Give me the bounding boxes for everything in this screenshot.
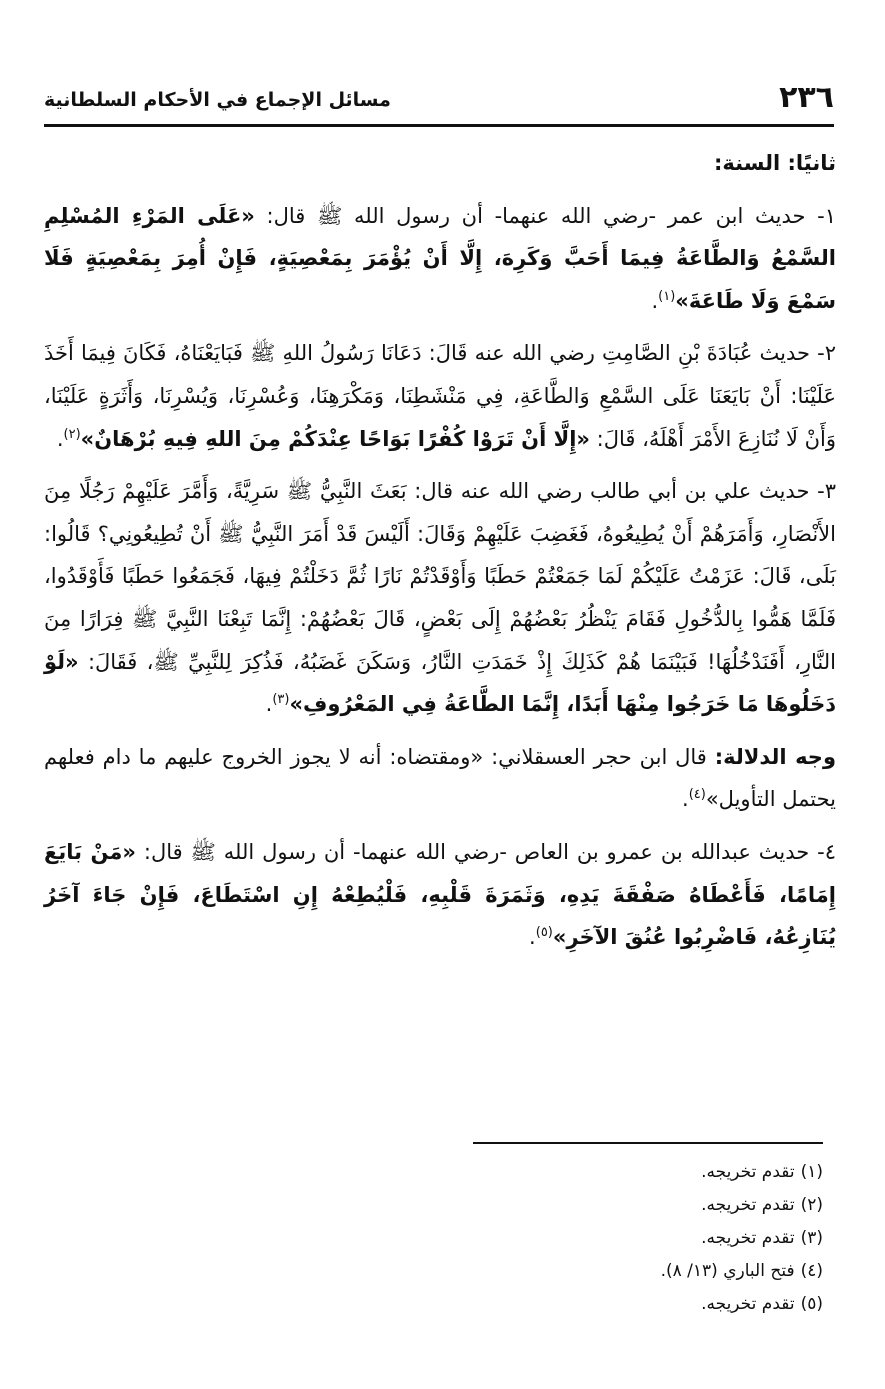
hadith-quote: «لَوْ دَخَلُوهَا مَا خَرَجُوا مِنْهَا أَبَدًا، إِنَّمَا الطَّاعَةُ فِي المَعْرُوفِ»	[44, 649, 836, 717]
hadith-paragraph-1	[44, 195, 836, 323]
footnote-number: (٣)	[800, 1228, 823, 1248]
footnote-text: تقدم تخريجه.	[701, 1195, 795, 1215]
section-heading: ثانيًا: السنة:	[714, 151, 836, 175]
footnote-reference: (٤)	[688, 787, 706, 803]
evidence-paragraph	[44, 736, 836, 821]
page-header	[44, 78, 834, 127]
hadith-quote: «مَنْ بَايَعَ إِمَامًا، فَأَعْطَاهُ صَفْقَةَ يَدِهِ، وَثَمَرَةَ قَلْبِهِ، فَلْيُطِعْهُ إِنِ اسْتَطَاعَ، فَإِنْ جَاءَ آخَرُ يُنَازِعُهُ، فَاضْرِبُوا عُنُقَ الآخَرِ»	[44, 839, 836, 950]
paragraph-intro: ٢- حديث عُبَادَةَ بْنِ الصَّامِتِ رضي الله عنه قَالَ: دَعَانَا رَسُولُ اللهِ ﷺ فَبَايَعْنَاهُ، فَكَانَ فِيمَا أَخَذَ عَلَيْنَا: أَنْ بَايَعَنَا عَلَى السَّمْعِ وَالطَّاعَةِ، فِي مَنْشَطِنَا، وَمَكْرَهِنَا، وَعُسْرِنَا، وَيُسْرِنَا، وَأَثَرَةٍ عَلَيْنَا، وَأَنْ لَا نُنَازِعَ الأَمْرَ أَهْلَهُ، قَالَ:	[44, 341, 836, 451]
footnote-item	[63, 1255, 823, 1288]
footnote-reference: (٥)	[535, 925, 553, 941]
footnote-divider	[473, 1142, 823, 1144]
evidence-label: وجه الدلالة:	[714, 744, 836, 769]
hadith-paragraph-3	[44, 470, 836, 726]
paragraph-end: .	[56, 426, 64, 451]
footnote-item	[63, 1288, 823, 1321]
paragraph-end: .	[265, 692, 273, 717]
hadith-quote: «عَلَى المَرْءِ المُسْلِمِ السَّمْعُ وَالطَّاعَةُ فِيمَا أَحَبَّ وَكَرِهَ، إِلَّا أَنْ يُؤْمَرَ بِمَعْصِيَةٍ، فَإِنْ أُمِرَ بِمَعْصِيَةٍ فَلَا سَمْعَ وَلَا طَاعَةَ»	[44, 203, 836, 313]
footnote-reference: (٢)	[63, 426, 81, 442]
paragraph-end: .	[651, 288, 659, 313]
footnote-text: تقدم تخريجه.	[701, 1162, 795, 1182]
footnote-item	[63, 1156, 823, 1189]
footnote-text: فتح الباري (١٣/ ٨).	[660, 1261, 795, 1281]
footnote-number: (١)	[800, 1162, 823, 1182]
hadith-quote: «إِلَّا أَنْ تَرَوْا كُفْرًا بَوَاحًا عِنْدَكُمْ مِنَ اللهِ فِيهِ بُرْهَانٌ»	[80, 426, 590, 451]
footnotes	[63, 1156, 823, 1321]
hadith-paragraph-4	[44, 831, 836, 959]
footnote-number: (٥)	[800, 1294, 823, 1314]
paragraph-intro: ٣- حديث علي بن أبي طالب رضي الله عنه قال: بَعَثَ النَّبِيُّ ﷺ سَرِيَّةً، وَأَمَّرَ عَلَيْهِمْ رَجُلًا مِنَ الأَنْصَارِ، وَأَمَرَهُمْ أَنْ يُطِيعُوهُ، فَغَضِبَ عَلَيْهِمْ وَقَالَ: أَلَيْسَ قَدْ أَمَرَ النَّبِيُّ ﷺ أَنْ تُطِيعُونِي؟ قَالُوا: بَلَى، قَالَ: عَزَمْتُ عَلَيْكُمْ لَمَا جَمَعْتُمْ حَطَبًا وَأَوْقَدْتُمْ نَارًا ثُمَّ دَخَلْتُمْ فِيهَا، فَجَمَعُوا حَطَبًا فَأَوْقَدُوا، فَلَمَّا هَمُّوا بِالدُّخُولِ فَقَامَ يَنْظُرُ بَعْضُهُمْ إِلَى بَعْضٍ، قَالَ بَعْضُهُمْ: إِنَّمَا تَبِعْنَا النَّبِيَّ ﷺ فِرَارًا مِنَ النَّارِ، أَفَنَدْخُلُهَا! فَبَيْنَمَا هُمْ كَذَلِكَ إِذْ خَمَدَتِ النَّارُ، وَسَكَنَ غَضَبُهُ، فَذُكِرَ لِلنَّبِيِّ ﷺ، فَقَالَ:	[44, 479, 836, 674]
running-title: مسائل الإجماع في الأحكام السلطانية	[44, 89, 391, 111]
hadith-paragraph-2	[44, 332, 836, 460]
footnote-number: (٢)	[800, 1195, 823, 1215]
footnote-text: تقدم تخريجه.	[701, 1294, 795, 1314]
footnote-number: (٤)	[800, 1261, 823, 1281]
paragraph-intro: ٤- حديث عبدالله بن عمرو بن العاص -رضي الله عنهما- أن رسول الله ﷺ قال:	[136, 839, 836, 864]
footnote-item	[63, 1189, 823, 1222]
evidence-text: قال ابن حجر العسقلاني: «ومقتضاه: أنه لا يجوز الخروج عليهم ما دام فعلهم يحتمل التأويل»	[44, 744, 836, 812]
paragraph-end: .	[682, 787, 689, 812]
footnote-reference: (٣)	[272, 692, 290, 708]
main-text	[44, 142, 836, 969]
footnote-reference: (١)	[658, 288, 676, 304]
paragraph-end: .	[529, 925, 536, 950]
footnote-item	[63, 1222, 823, 1255]
footnote-text: تقدم تخريجه.	[701, 1228, 795, 1248]
page-number: ٢٣٦	[779, 80, 834, 115]
paragraph-intro: ١- حديث ابن عمر -رضي الله عنهما- أن رسول الله ﷺ قال:	[254, 203, 836, 228]
